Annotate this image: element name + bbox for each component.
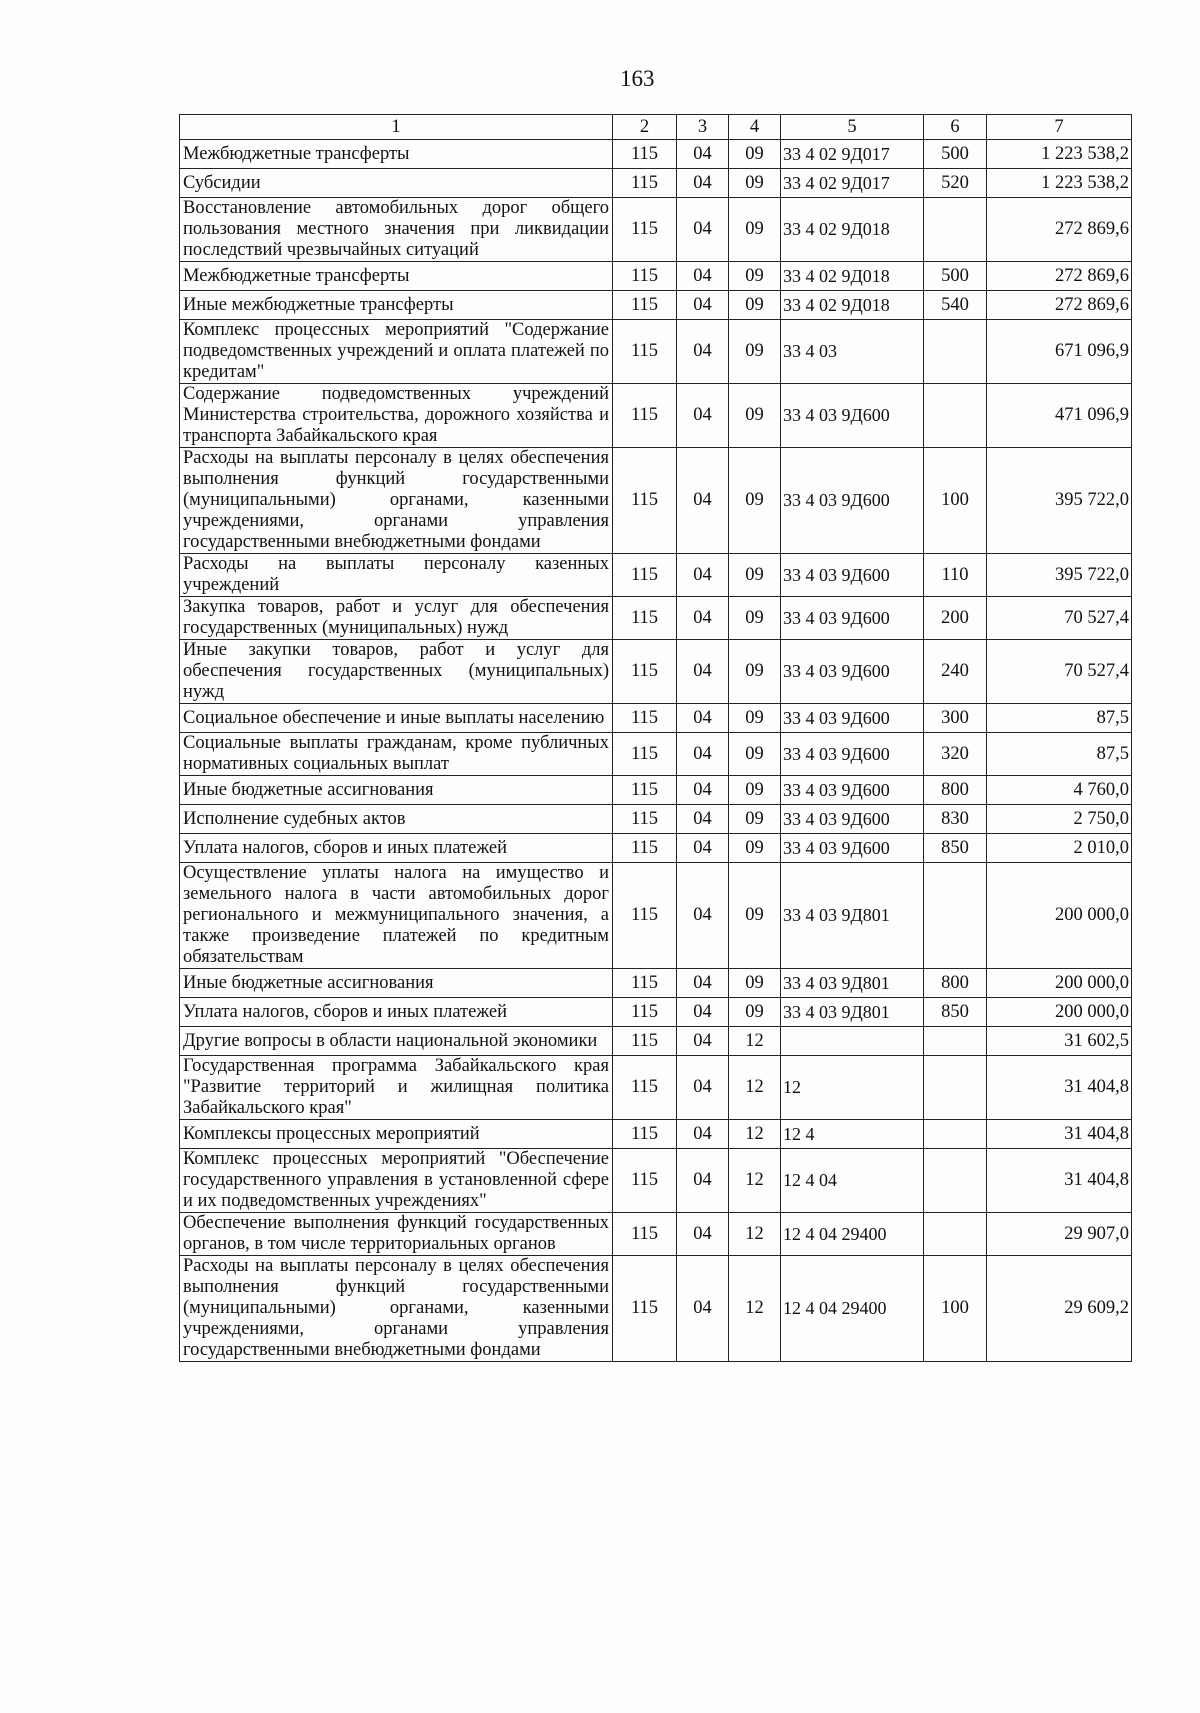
row-code-4-cell: 09	[729, 262, 781, 291]
row-code-3-cell: 04	[677, 1027, 729, 1056]
table-row	[180, 998, 1132, 1027]
row-code-4-cell: 12	[729, 1149, 781, 1213]
row-code-6-cell	[924, 863, 987, 969]
row-code-4-cell: 09	[729, 863, 781, 969]
row-code-5-cell: 12	[781, 1056, 924, 1120]
row-code-4-cell: 09	[729, 733, 781, 776]
row-code-4-cell: 12	[729, 1056, 781, 1120]
row-amount-cell: 31 404,8	[987, 1120, 1132, 1149]
row-name-cell: Государственная программа Забайкальского края "Развитие территорий и жилищная политика Забайкальского края"	[180, 1056, 613, 1120]
row-amount-cell: 70 527,4	[987, 640, 1132, 704]
row-code-5-cell: 33 4 03 9Д600	[781, 384, 924, 448]
row-amount-cell: 272 869,6	[987, 291, 1132, 320]
row-code-5-cell: 33 4 03 9Д600	[781, 448, 924, 554]
row-name-cell: Социальные выплаты гражданам, кроме публичных нормативных социальных выплат	[180, 733, 613, 776]
row-code-5-cell: 33 4 03 9Д600	[781, 597, 924, 640]
row-code-3-cell: 04	[677, 863, 729, 969]
row-code-6-cell: 540	[924, 291, 987, 320]
row-code-6-cell	[924, 320, 987, 384]
row-code-2-cell: 115	[613, 998, 677, 1027]
row-code-3-cell: 04	[677, 1149, 729, 1213]
row-code-6-cell: 110	[924, 554, 987, 597]
row-code-2-cell: 115	[613, 320, 677, 384]
row-code-4-cell: 09	[729, 640, 781, 704]
row-amount-cell: 471 096,9	[987, 384, 1132, 448]
row-code-3-cell: 04	[677, 448, 729, 554]
row-name-cell: Социальное обеспечение и иные выплаты населению	[180, 704, 613, 733]
row-code-3-cell: 04	[677, 140, 729, 169]
row-code-2-cell: 115	[613, 969, 677, 998]
row-code-5-cell: 12 4 04 29400	[781, 1256, 924, 1362]
row-code-4-cell: 09	[729, 969, 781, 998]
row-code-5-cell: 12 4	[781, 1120, 924, 1149]
row-code-3-cell: 04	[677, 198, 729, 262]
row-code-5-cell: 33 4 03 9Д600	[781, 776, 924, 805]
row-name-cell: Осуществление уплаты налога на имущество и земельного налога в части автомобильных дорог регионального и межмуниципального значения, а также произведение платежей по кредитным обязательствам	[180, 863, 613, 969]
column-header-1: 1	[180, 115, 613, 140]
row-code-2-cell: 115	[613, 776, 677, 805]
row-code-4-cell: 09	[729, 998, 781, 1027]
row-code-5-cell	[781, 1027, 924, 1056]
row-code-2-cell: 115	[613, 291, 677, 320]
table-row	[180, 1213, 1132, 1256]
row-code-3-cell: 04	[677, 291, 729, 320]
row-code-6-cell: 200	[924, 597, 987, 640]
table-row	[180, 776, 1132, 805]
table-row	[180, 834, 1132, 863]
row-code-6-cell: 520	[924, 169, 987, 198]
row-code-6-cell: 240	[924, 640, 987, 704]
row-code-4-cell: 12	[729, 1213, 781, 1256]
row-code-3-cell: 04	[677, 704, 729, 733]
row-name-cell: Восстановление автомобильных дорог общего пользования местного значения при ликвидации последствий чрезвычайных ситуаций	[180, 198, 613, 262]
row-code-6-cell: 500	[924, 262, 987, 291]
row-code-5-cell: 12 4 04 29400	[781, 1213, 924, 1256]
row-code-2-cell: 115	[613, 384, 677, 448]
row-name-cell: Иные бюджетные ассигнования	[180, 776, 613, 805]
row-code-2-cell: 115	[613, 834, 677, 863]
row-code-6-cell: 800	[924, 776, 987, 805]
column-header-4: 4	[729, 115, 781, 140]
table-row	[180, 805, 1132, 834]
row-code-3-cell: 04	[677, 384, 729, 448]
row-name-cell: Субсидии	[180, 169, 613, 198]
table-row	[180, 733, 1132, 776]
row-amount-cell: 29 609,2	[987, 1256, 1132, 1362]
row-code-2-cell: 115	[613, 1256, 677, 1362]
row-code-6-cell: 100	[924, 448, 987, 554]
row-name-cell: Уплата налогов, сборов и иных платежей	[180, 998, 613, 1027]
column-header-7: 7	[987, 115, 1132, 140]
table-row	[180, 1027, 1132, 1056]
row-code-5-cell: 33 4 02 9Д018	[781, 262, 924, 291]
row-code-5-cell: 33 4 02 9Д017	[781, 140, 924, 169]
row-code-5-cell: 33 4 03	[781, 320, 924, 384]
row-code-5-cell: 33 4 02 9Д018	[781, 198, 924, 262]
row-code-2-cell: 115	[613, 805, 677, 834]
row-name-cell: Комплекс процессных мероприятий "Обеспечение государственного управления в установленной сфере и их подведомственных учреждениях"	[180, 1149, 613, 1213]
row-code-6-cell: 300	[924, 704, 987, 733]
row-code-6-cell	[924, 1027, 987, 1056]
row-code-2-cell: 115	[613, 1056, 677, 1120]
row-amount-cell: 272 869,6	[987, 198, 1132, 262]
row-amount-cell: 1 223 538,2	[987, 169, 1132, 198]
row-code-5-cell: 33 4 03 9Д801	[781, 863, 924, 969]
row-amount-cell: 87,5	[987, 733, 1132, 776]
row-amount-cell: 200 000,0	[987, 969, 1132, 998]
row-amount-cell: 87,5	[987, 704, 1132, 733]
row-code-4-cell: 09	[729, 704, 781, 733]
row-amount-cell: 1 223 538,2	[987, 140, 1132, 169]
row-code-2-cell: 115	[613, 863, 677, 969]
row-code-2-cell: 115	[613, 1213, 677, 1256]
row-code-2-cell: 115	[613, 1149, 677, 1213]
row-name-cell: Иные бюджетные ассигнования	[180, 969, 613, 998]
row-amount-cell: 4 760,0	[987, 776, 1132, 805]
row-code-6-cell: 850	[924, 834, 987, 863]
table-row	[180, 1256, 1132, 1362]
row-code-2-cell: 115	[613, 1120, 677, 1149]
row-code-2-cell: 115	[613, 704, 677, 733]
row-code-2-cell: 115	[613, 169, 677, 198]
row-name-cell: Содержание подведомственных учреждений Министерства строительства, дорожного хозяйства и транспорта Забайкальского края	[180, 384, 613, 448]
row-code-5-cell: 33 4 03 9Д600	[781, 733, 924, 776]
row-code-2-cell: 115	[613, 140, 677, 169]
row-name-cell: Другие вопросы в области национальной экономики	[180, 1027, 613, 1056]
row-code-5-cell: 33 4 02 9Д017	[781, 169, 924, 198]
table-row	[180, 384, 1132, 448]
row-name-cell: Иные закупки товаров, работ и услуг для обеспечения государственных (муниципальных) нужд	[180, 640, 613, 704]
table-row	[180, 969, 1132, 998]
table-row	[180, 863, 1132, 969]
row-code-3-cell: 04	[677, 969, 729, 998]
row-code-4-cell: 09	[729, 291, 781, 320]
row-code-4-cell: 09	[729, 554, 781, 597]
row-name-cell: Расходы на выплаты персоналу в целях обеспечения выполнения функций государственными (муниципальными) органами, казенными учреждениями, органами управления государственными внебюджетными фондами	[180, 1256, 613, 1362]
row-name-cell: Уплата налогов, сборов и иных платежей	[180, 834, 613, 863]
row-name-cell: Закупка товаров, работ и услуг для обеспечения государственных (муниципальных) нужд	[180, 597, 613, 640]
row-code-3-cell: 04	[677, 640, 729, 704]
row-code-5-cell: 33 4 02 9Д018	[781, 291, 924, 320]
row-amount-cell: 395 722,0	[987, 448, 1132, 554]
table-row	[180, 291, 1132, 320]
row-amount-cell: 70 527,4	[987, 597, 1132, 640]
row-code-2-cell: 115	[613, 733, 677, 776]
row-code-5-cell: 33 4 03 9Д600	[781, 834, 924, 863]
table-row	[180, 262, 1132, 291]
table-row	[180, 640, 1132, 704]
row-amount-cell: 29 907,0	[987, 1213, 1132, 1256]
row-code-6-cell: 100	[924, 1256, 987, 1362]
row-name-cell: Межбюджетные трансферты	[180, 262, 613, 291]
row-code-5-cell: 33 4 03 9Д600	[781, 805, 924, 834]
row-name-cell: Комплекс процессных мероприятий "Содержание подведомственных учреждений и оплата платежей по кредитам"	[180, 320, 613, 384]
row-code-5-cell: 33 4 03 9Д600	[781, 640, 924, 704]
row-code-4-cell: 09	[729, 805, 781, 834]
row-amount-cell: 31 404,8	[987, 1056, 1132, 1120]
row-code-5-cell: 33 4 03 9Д801	[781, 969, 924, 998]
table-row	[180, 169, 1132, 198]
row-code-4-cell: 12	[729, 1256, 781, 1362]
row-code-2-cell: 115	[613, 640, 677, 704]
row-code-3-cell: 04	[677, 320, 729, 384]
row-code-6-cell: 500	[924, 140, 987, 169]
row-code-6-cell: 850	[924, 998, 987, 1027]
row-code-4-cell: 12	[729, 1027, 781, 1056]
row-code-6-cell: 830	[924, 805, 987, 834]
row-amount-cell: 200 000,0	[987, 863, 1132, 969]
row-code-6-cell	[924, 1213, 987, 1256]
row-code-4-cell: 09	[729, 834, 781, 863]
row-code-3-cell: 04	[677, 998, 729, 1027]
row-code-2-cell: 115	[613, 597, 677, 640]
row-code-4-cell: 12	[729, 1120, 781, 1149]
table-row	[180, 140, 1132, 169]
table-row	[180, 1149, 1132, 1213]
table-row	[180, 554, 1132, 597]
row-amount-cell: 395 722,0	[987, 554, 1132, 597]
row-amount-cell: 200 000,0	[987, 998, 1132, 1027]
row-code-6-cell	[924, 1056, 987, 1120]
row-code-3-cell: 04	[677, 1120, 729, 1149]
row-code-3-cell: 04	[677, 554, 729, 597]
table-header-row	[180, 115, 1132, 140]
row-name-cell: Комплексы процессных мероприятий	[180, 1120, 613, 1149]
row-name-cell: Межбюджетные трансферты	[180, 140, 613, 169]
row-name-cell: Обеспечение выполнения функций государственных органов, в том числе территориальных органов	[180, 1213, 613, 1256]
row-amount-cell: 272 869,6	[987, 262, 1132, 291]
row-code-6-cell	[924, 198, 987, 262]
row-code-3-cell: 04	[677, 1056, 729, 1120]
row-code-3-cell: 04	[677, 1256, 729, 1362]
row-code-3-cell: 04	[677, 262, 729, 291]
row-code-4-cell: 09	[729, 320, 781, 384]
row-code-2-cell: 115	[613, 198, 677, 262]
row-code-2-cell: 115	[613, 1027, 677, 1056]
row-code-3-cell: 04	[677, 733, 729, 776]
row-amount-cell: 2 010,0	[987, 834, 1132, 863]
row-name-cell: Иные межбюджетные трансферты	[180, 291, 613, 320]
table-row	[180, 704, 1132, 733]
row-code-2-cell: 115	[613, 262, 677, 291]
row-code-5-cell: 12 4 04	[781, 1149, 924, 1213]
table-row	[180, 597, 1132, 640]
row-code-3-cell: 04	[677, 834, 729, 863]
row-code-6-cell	[924, 1149, 987, 1213]
row-code-3-cell: 04	[677, 597, 729, 640]
row-code-2-cell: 115	[613, 448, 677, 554]
table-row	[180, 320, 1132, 384]
row-code-4-cell: 09	[729, 448, 781, 554]
row-code-5-cell: 33 4 03 9Д801	[781, 998, 924, 1027]
row-name-cell: Исполнение судебных актов	[180, 805, 613, 834]
row-code-6-cell	[924, 1120, 987, 1149]
budget-table	[179, 114, 1132, 1362]
column-header-5: 5	[781, 115, 924, 140]
row-code-5-cell: 33 4 03 9Д600	[781, 704, 924, 733]
column-header-6: 6	[924, 115, 987, 140]
row-code-4-cell: 09	[729, 140, 781, 169]
row-amount-cell: 31 602,5	[987, 1027, 1132, 1056]
column-header-2: 2	[613, 115, 677, 140]
table-row	[180, 448, 1132, 554]
row-code-4-cell: 09	[729, 597, 781, 640]
row-code-4-cell: 09	[729, 198, 781, 262]
row-code-6-cell	[924, 384, 987, 448]
row-code-4-cell: 09	[729, 169, 781, 198]
row-amount-cell: 31 404,8	[987, 1149, 1132, 1213]
row-name-cell: Расходы на выплаты персоналу казенных учреждений	[180, 554, 613, 597]
row-code-3-cell: 04	[677, 776, 729, 805]
table-row	[180, 1056, 1132, 1120]
row-amount-cell: 671 096,9	[987, 320, 1132, 384]
row-code-2-cell: 115	[613, 554, 677, 597]
row-amount-cell: 2 750,0	[987, 805, 1132, 834]
row-name-cell: Расходы на выплаты персоналу в целях обеспечения выполнения функций государственными (муниципальными) органами, казенными учреждениями, органами управления государственными внебюджетными фондами	[180, 448, 613, 554]
row-code-6-cell: 320	[924, 733, 987, 776]
table-row	[180, 198, 1132, 262]
table-row	[180, 1120, 1132, 1149]
row-code-3-cell: 04	[677, 805, 729, 834]
row-code-5-cell: 33 4 03 9Д600	[781, 554, 924, 597]
column-header-3: 3	[677, 115, 729, 140]
row-code-3-cell: 04	[677, 169, 729, 198]
row-code-4-cell: 09	[729, 384, 781, 448]
row-code-3-cell: 04	[677, 1213, 729, 1256]
page-number: 163	[620, 66, 655, 91]
row-code-6-cell: 800	[924, 969, 987, 998]
row-code-4-cell: 09	[729, 776, 781, 805]
